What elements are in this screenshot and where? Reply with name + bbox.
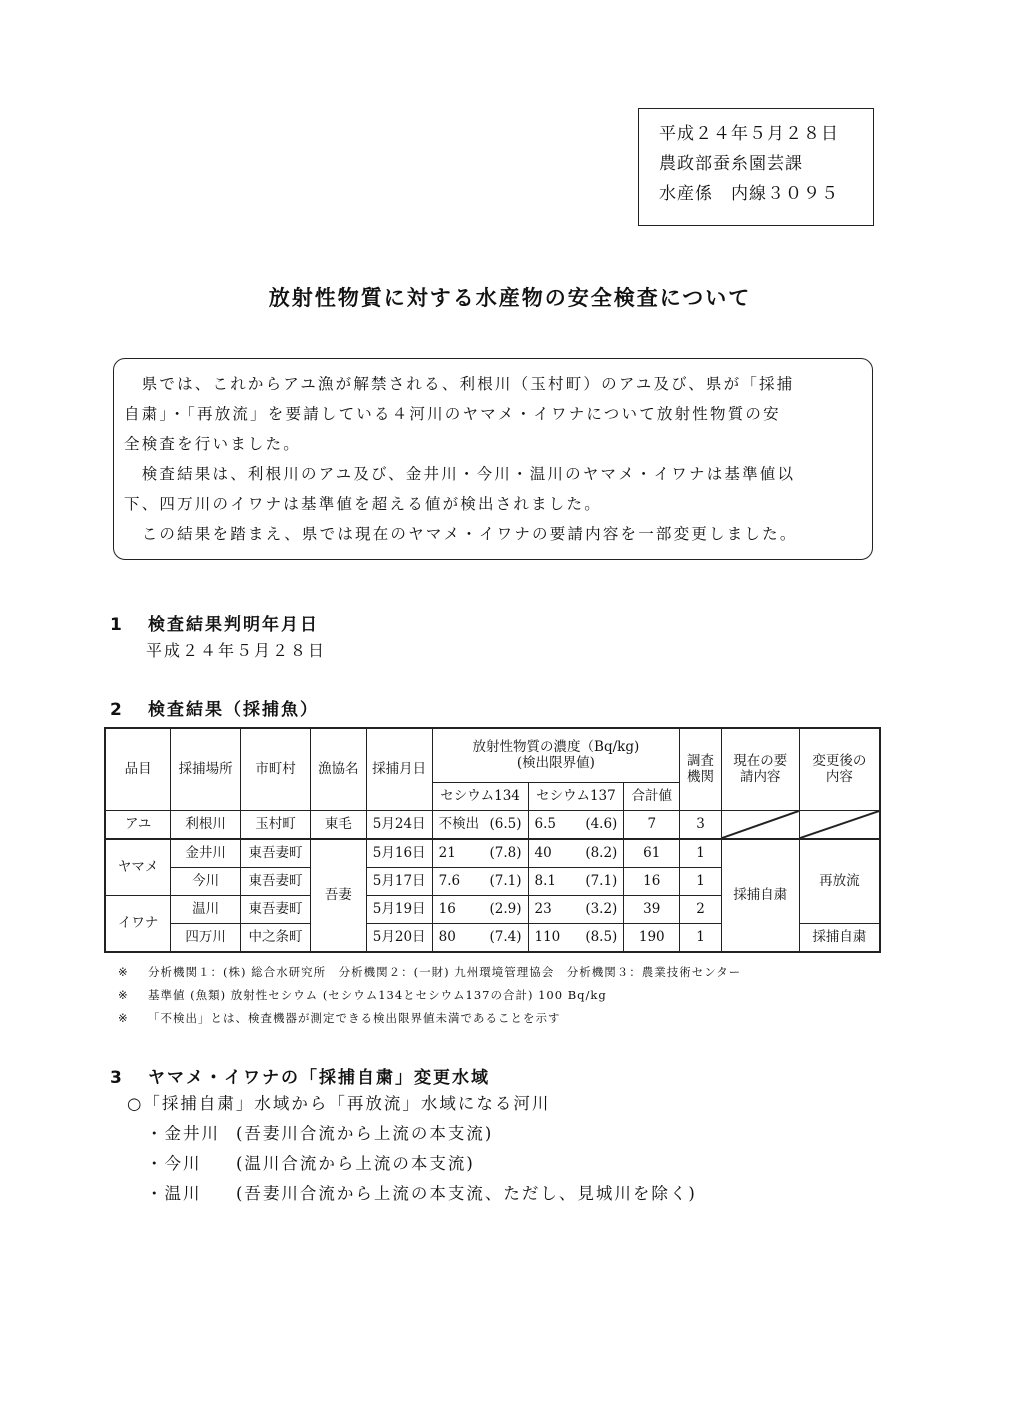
cs137-limit: (7.1) bbox=[585, 873, 618, 889]
summary-line: 全検査を行いました。 bbox=[124, 435, 302, 453]
cell-total: 190 bbox=[624, 923, 680, 952]
cell-after-release: 再放流 bbox=[799, 839, 880, 924]
section-3-lead: ○「採捕自粛」水域から「再放流」水域になる河川 bbox=[127, 1094, 551, 1113]
note-text: 「不検出」とは、検査機器が測定できる検出限界値未満であることを示す bbox=[148, 1011, 561, 1025]
cell-cs137 bbox=[528, 810, 624, 839]
cell-location: 利根川 bbox=[171, 810, 241, 839]
cell-cs137 bbox=[528, 839, 624, 868]
section-1-body: 平成２４年５月２８日 bbox=[146, 641, 327, 660]
header-department: 農政部蚕糸園芸課 bbox=[659, 154, 803, 174]
summary-box bbox=[113, 358, 873, 560]
cell-union: 東毛 bbox=[310, 810, 366, 839]
cell-date: 5月19日 bbox=[366, 895, 432, 923]
cell-location: 温川 bbox=[171, 895, 241, 923]
cs134-limit: (2.9) bbox=[489, 901, 522, 917]
cell-municipality: 玉村町 bbox=[241, 810, 311, 839]
note-mark: ※ bbox=[118, 988, 129, 1002]
header-municipality: 市町村 bbox=[241, 728, 311, 810]
cell-total: 16 bbox=[624, 867, 680, 895]
cs134-limit: (7.8) bbox=[489, 845, 522, 861]
cs137-limit: (3.2) bbox=[585, 901, 618, 917]
header-cs134: セシウム134 bbox=[432, 782, 528, 810]
section-3-heading bbox=[110, 1063, 490, 1088]
header-contact: 水産係 内線３０９５ bbox=[659, 184, 839, 204]
section-2-heading bbox=[110, 695, 319, 720]
cell-location: 四万川 bbox=[171, 923, 241, 952]
header-after: 変更後の内容 bbox=[799, 728, 880, 810]
cell-union: 吾妻 bbox=[310, 839, 366, 952]
cell-cs134 bbox=[432, 923, 528, 952]
cs137-value: 110 bbox=[534, 929, 561, 945]
cell-fish: イワナ bbox=[105, 895, 171, 952]
cell-municipality: 東吾妻町 bbox=[241, 839, 311, 868]
cs134-value: 7.6 bbox=[438, 873, 461, 889]
section-title: 検査結果（採捕魚） bbox=[148, 700, 319, 720]
cs137-limit: (8.2) bbox=[585, 845, 618, 861]
cell-date: 5月24日 bbox=[366, 810, 432, 839]
cs137-value: 8.1 bbox=[534, 873, 556, 889]
cell-cs137 bbox=[528, 895, 624, 923]
list-item bbox=[146, 1120, 493, 1144]
cell-lab: 3 bbox=[680, 810, 722, 839]
cell-fish: ヤマメ bbox=[105, 839, 171, 896]
header-lab: 調査機関 bbox=[680, 728, 722, 810]
section-number: 3 bbox=[110, 1068, 124, 1088]
results-table bbox=[104, 727, 881, 953]
document-title: 放射性物質に対する水産物の安全検査について bbox=[268, 286, 752, 310]
header-date: 平成２４年５月２８日 bbox=[659, 124, 839, 144]
cs134-limit: (6.5) bbox=[489, 816, 522, 832]
header-item: 品目 bbox=[105, 728, 171, 810]
cell-cs134 bbox=[432, 839, 528, 868]
summary-line: この結果を踏まえ、県では現在のヤマメ・イワナの要請内容を一部変更しました。 bbox=[124, 525, 798, 543]
cs137-value: 23 bbox=[534, 901, 552, 917]
river-name: ・温川 bbox=[146, 1184, 202, 1203]
cell-date: 5月16日 bbox=[366, 839, 432, 868]
cs134-value: 21 bbox=[438, 845, 456, 861]
cs134-value: 不検出 bbox=[438, 816, 480, 832]
cell-current-request: 採捕自粛 bbox=[721, 839, 799, 952]
section-title: 検査結果判明年月日 bbox=[148, 615, 319, 635]
cs137-limit: (4.6) bbox=[585, 816, 618, 832]
river-name: ・今川 bbox=[146, 1154, 202, 1173]
header-cs137: セシウム137 bbox=[528, 782, 624, 810]
table-row bbox=[105, 839, 880, 868]
summary-line: 県では、これからアユ漁が解禁される、利根川（玉村町）のアユ及び、県が「採捕 bbox=[124, 375, 795, 393]
header-location: 採捕場所 bbox=[171, 728, 241, 810]
cell-municipality: 東吾妻町 bbox=[241, 895, 311, 923]
table-row bbox=[105, 810, 880, 839]
header-concentration-label: 放射性物質の濃度（Bq/kg) bbox=[472, 739, 640, 756]
cs134-limit: (7.1) bbox=[489, 873, 522, 889]
river-desc: (吾妻川合流から上流の本支流、ただし、見城川を除く) bbox=[236, 1184, 697, 1203]
cell-cs134 bbox=[432, 810, 528, 839]
summary-line: 検査結果は、利根川のアユ及び、金井川・今川・温川のヤマメ・イワナは基準値以 bbox=[124, 465, 796, 483]
note-line bbox=[118, 964, 741, 980]
note-line bbox=[118, 1010, 561, 1026]
cell-municipality: 東吾妻町 bbox=[241, 867, 311, 895]
header-total: 合計値 bbox=[624, 782, 680, 810]
cs137-limit: (8.5) bbox=[585, 929, 618, 945]
river-name: ・金井川 bbox=[146, 1124, 220, 1143]
cell-lab: 2 bbox=[680, 895, 722, 923]
note-line bbox=[118, 987, 607, 1003]
section-title: ヤマメ・イワナの「採捕自粛」変更水域 bbox=[148, 1068, 490, 1088]
cs137-value: 40 bbox=[534, 845, 552, 861]
cell-total: 61 bbox=[624, 839, 680, 868]
river-desc: (温川合流から上流の本支流) bbox=[236, 1154, 475, 1173]
cell-date: 5月20日 bbox=[366, 923, 432, 952]
section-number: 2 bbox=[110, 700, 124, 720]
header-current: 現在の要請内容 bbox=[721, 728, 799, 810]
section-1-heading bbox=[110, 610, 319, 635]
cs134-limit: (7.4) bbox=[489, 929, 522, 945]
cell-after-restrict: 採捕自粛 bbox=[799, 923, 880, 952]
cell-cs137 bbox=[528, 867, 624, 895]
section-number: 1 bbox=[110, 615, 124, 635]
cell-location: 今川 bbox=[171, 867, 241, 895]
cell-lab: 1 bbox=[680, 867, 722, 895]
cell-municipality: 中之条町 bbox=[241, 923, 311, 952]
cell-lab: 1 bbox=[680, 923, 722, 952]
empty-diagonal-cell bbox=[799, 810, 880, 839]
header-box bbox=[638, 108, 874, 226]
cell-total: 39 bbox=[624, 895, 680, 923]
summary-line: 自粛」・「再放流」を要請している４河川のヤマメ・イワナについて放射性物質の安 bbox=[124, 405, 781, 423]
cs137-value: 6.5 bbox=[534, 816, 556, 832]
header-date: 採捕月日 bbox=[366, 728, 432, 810]
cell-location: 金井川 bbox=[171, 839, 241, 868]
cell-cs137 bbox=[528, 923, 624, 952]
cell-fish: アユ bbox=[105, 810, 171, 839]
cell-lab: 1 bbox=[680, 839, 722, 868]
list-item bbox=[146, 1150, 475, 1174]
note-text: 分析機関１：(株) 総合水研究所 分析機関２：(一財) 九州環境管理協会 分析機関３：農業技術センター bbox=[148, 965, 742, 979]
river-desc: (吾妻川合流から上流の本支流) bbox=[236, 1124, 494, 1143]
cs134-value: 80 bbox=[438, 929, 456, 945]
note-mark: ※ bbox=[118, 965, 129, 979]
diagonal-line bbox=[800, 811, 879, 838]
note-mark: ※ bbox=[118, 1011, 129, 1025]
header-concentration-sub: (検出限界値) bbox=[516, 755, 595, 772]
diagonal-line bbox=[722, 811, 799, 838]
cs134-value: 16 bbox=[438, 901, 456, 917]
cell-total: 7 bbox=[624, 810, 680, 839]
summary-line: 下、四万川のイワナは基準値を超える値が検出されました。 bbox=[124, 495, 602, 513]
cell-cs134 bbox=[432, 895, 528, 923]
note-text: 基準値 (魚類) 放射性セシウム (セシウム134とセシウム137の合計) 100 Bq/kg bbox=[148, 988, 607, 1002]
list-item bbox=[146, 1180, 697, 1204]
cell-cs134 bbox=[432, 867, 528, 895]
header-union: 漁協名 bbox=[310, 728, 366, 810]
header-concentration bbox=[432, 728, 680, 782]
empty-diagonal-cell bbox=[721, 810, 799, 839]
cell-date: 5月17日 bbox=[366, 867, 432, 895]
